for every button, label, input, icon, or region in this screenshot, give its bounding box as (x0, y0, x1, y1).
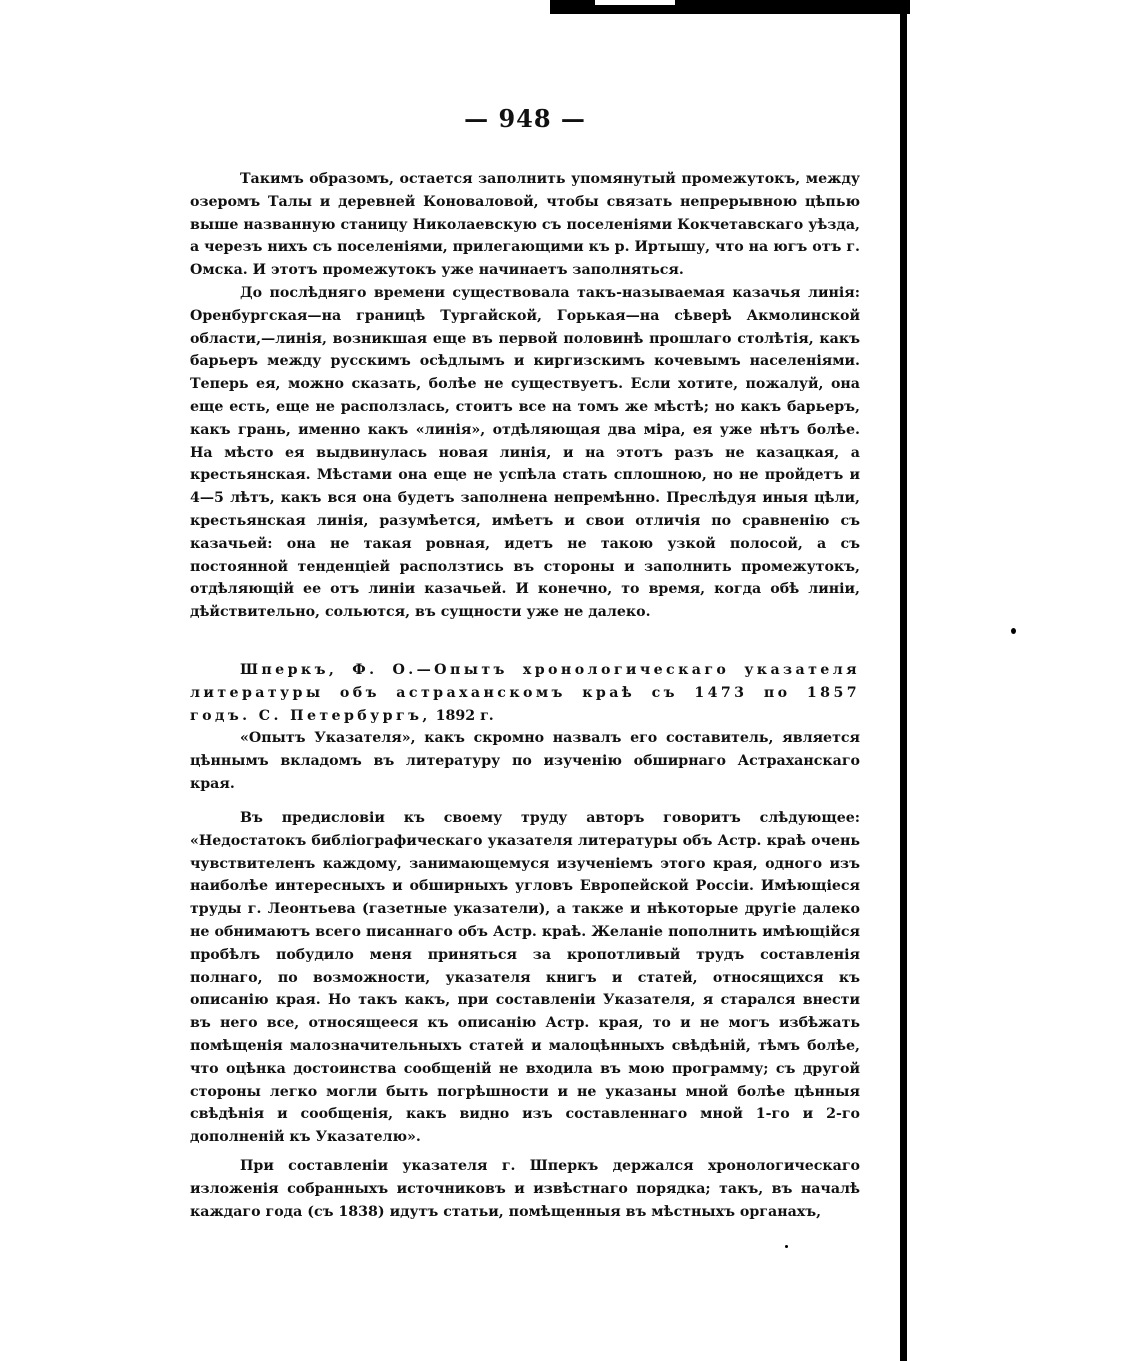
page-number: — 948 — (464, 104, 586, 133)
scan-speck (785, 1245, 788, 1248)
citation-year: 1892 г. (430, 707, 494, 724)
top-edge-rule-gap (595, 0, 675, 5)
compilation-method (190, 1155, 860, 1223)
review-intro (190, 727, 860, 795)
citation-line (190, 659, 860, 727)
scan-speck (1011, 628, 1016, 634)
paragraph-gap-filling: Такимъ образомъ, остается заполнить упомянутый промежутокъ, между озеромъ Талы и деревней Коноваловой, чтобы связать непрерывною цѣпью выше названную станицу Николаевскую съ поселеніями Кокчетавскаго уѣзда, а черезъ нихъ съ поселеніями, прилегающими къ р. Иртышу, что на югъ отъ г. Омска. И этотъ промежутокъ уже начинаетъ заполняться. (190, 171, 860, 279)
citation-title: —Опытъ хронологическаго указателя литературы объ астраханскомъ краѣ съ 1473 по 1857 годъ. С. Петербургъ, (190, 662, 860, 724)
bibliographic-citation (190, 659, 860, 727)
paragraph-cossack-line: До послѣдняго времени существовала такъ-называемая казачья линія: Оренбургская—на границѣ Тургайской, Горькая—на сѣверѣ Акмолинской области,—линія, возникшая еще въ первой половинѣ прошлаго столѣтія, какъ барьеръ между русскимъ осѣдлымъ и киргизскимъ кочевымъ населеніями. Теперь ея, можно сказать, болѣе не существуетъ. Если хотите, пожалуй, она еще есть, еще не расползлась, стоитъ все на томъ же мѣстѣ; но какъ барьеръ, какъ грань, именно какъ «линія», отдѣляющая два міра, ея уже нѣтъ болѣе. На мѣсто ея выдвинулась новая линія, и на этотъ разъ не казацкая, а крестьянская. Мѣстами она еще не успѣла стать сплошною, но не пройдетъ и 4—5 лѣтъ, какъ вся она будетъ заполнена непремѣнно. Преслѣдуя иныя цѣли, крестьянская линія, разумѣется, имѣетъ и свои отличія по сравненію съ казачьей: она не такая ровная, идетъ не такою узкой полосой, а съ постоянной тенденціей расползтись въ стороны и заполнить промежутокъ, отдѣляющій ее отъ линіи казачьей. И конечно, то время, когда обѣ линіи, дѣйствительно, сольются, въ сущности уже не далеко. (190, 284, 860, 621)
page-gutter-bar (900, 0, 907, 1361)
citation-author: Шперкъ, Ф. О. (240, 662, 417, 678)
paragraph-author-preface: Въ предисловіи къ своему труду авторъ говоритъ слѣдующее: «Недостатокъ библіографическаго указателя литературы объ Астр. краѣ очень чувствителенъ каждому, занимающемуся изученіемъ этого края, одного изъ наиболѣе интересныхъ и обширныхъ угловъ Европейской Россіи. Имѣющіеся труды г. Леонтьева (газетные указатели), а также и нѣкоторые другіе далеко не обнимаютъ всего писаннаго объ Астр. краѣ. Желаніе пополнить имѣющійся пробѣлъ побудило меня приняться за кропотливый трудъ составленія полнаго, по возможности, указателя книгъ и статей, относящихся къ описанію края. Но такъ какъ, при составленіи Указателя, я старался внести въ него все, относящееся къ описанію Астр. края, то и не могъ избѣжать помѣщенія малозначительныхъ статей и малоцѣнныхъ свѣдѣній, тѣмъ болѣе, что оцѣнка достоинства сообщеній не входила въ мою программу; съ другой стороны легко могли быть погрѣшности и не указаны мной болѣе цѣнныя свѣдѣнія и сообщенія, какъ видно изъ составленнаго мной 1-го и 2-го дополненій къ Указателю». (190, 810, 860, 1146)
section-continuation (190, 168, 860, 624)
paragraph-compilation-order: При составленіи указателя г. Шперкъ держался хронологическаго изложенія собранныхъ источниковъ и извѣстнаго порядка; такъ, въ началѣ каждаго года (съ 1838) идутъ статьи, помѣщенныя въ мѣстныхъ органахъ, (190, 1158, 860, 1220)
author-quote (190, 807, 860, 1149)
paragraph-review-intro: «Опытъ Указателя», какъ скромно назвалъ его составитель, является цѣннымъ вкладомъ въ литературу по изученію обширнаго Астраханскаго края. (190, 730, 860, 792)
